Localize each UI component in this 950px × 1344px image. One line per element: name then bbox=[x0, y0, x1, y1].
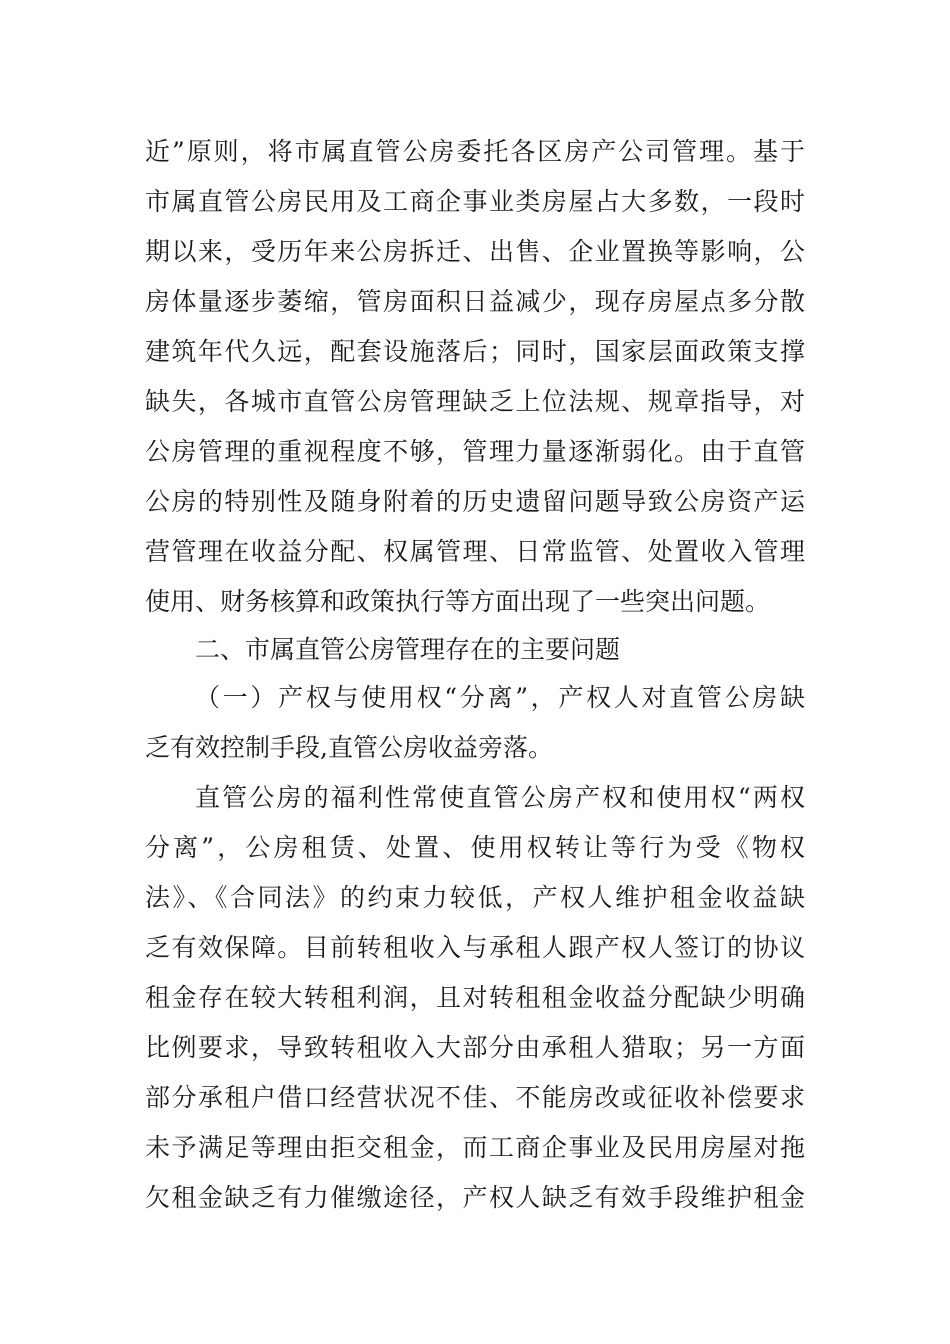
paragraph-line: 租金存在较大转租利润，且对转租租金收益分配缺少明确 bbox=[145, 983, 805, 1012]
subsection-heading: （一）产权与使用权“分离”，产权人对直管公房缺 bbox=[195, 683, 805, 712]
paragraph-line: 未予满足等理由拒交租金，而工商企事业及民用房屋对拖 bbox=[145, 1133, 805, 1162]
paragraph-line: 法》、《合同法》的约束力较低，产权人维护租金收益缺 bbox=[145, 883, 805, 912]
paragraph-line: 公房管理的重视程度不够，管理力量逐渐弱化。由于直管 bbox=[145, 437, 805, 466]
paragraph-line: 分离”，公房租赁、处置、使用权转让等行为受《物权 bbox=[145, 833, 805, 862]
paragraph-line: 期以来，受历年来公房拆迁、出售、企业置换等影响，公 bbox=[145, 237, 805, 266]
paragraph-line: 近”原则，将市属直管公房委托各区房产公司管理。基于 bbox=[145, 137, 805, 166]
paragraph-line: 比例要求，导致转租收入大部分由承租人猎取；另一方面 bbox=[145, 1033, 805, 1062]
paragraph-line: 建筑年代久远，配套设施落后；同时，国家层面政策支撑 bbox=[145, 337, 805, 366]
paragraph-line: 乏有效保障。目前转租收入与承租人跟产权人签订的协议 bbox=[145, 933, 805, 962]
paragraph-line: 营管理在收益分配、权属管理、日常监管、处置收入管理 bbox=[145, 537, 805, 566]
paragraph-line: 公房的特别性及随身附着的历史遗留问题导致公房资产运 bbox=[145, 487, 805, 516]
paragraph-line: 直管公房的福利性常使直管公房产权和使用权“两权 bbox=[195, 783, 805, 812]
paragraph-line: 使用、财务核算和政策执行等方面出现了一些突出问题。 bbox=[145, 587, 771, 616]
paragraph-line: 欠租金缺乏有力催缴途径，产权人缺乏有效手段维护租金 bbox=[145, 1183, 805, 1212]
paragraph-line: 部分承租户借口经营状况不佳、不能房改或征收补偿要求 bbox=[145, 1083, 805, 1112]
paragraph-line: 市属直管公房民用及工商企事业类房屋占大多数，一段时 bbox=[145, 187, 805, 216]
paragraph-line: 房体量逐步萎缩，管房面积日益减少，现存房屋点多分散 bbox=[145, 287, 805, 316]
section-heading: 二、市属直管公房管理存在的主要问题 bbox=[195, 635, 621, 664]
paragraph-line: 缺失，各城市直管公房管理缺乏上位法规、规章指导，对 bbox=[145, 387, 805, 416]
subsection-heading-cont: 乏有效控制手段,直管公房收益旁落。 bbox=[145, 733, 553, 762]
